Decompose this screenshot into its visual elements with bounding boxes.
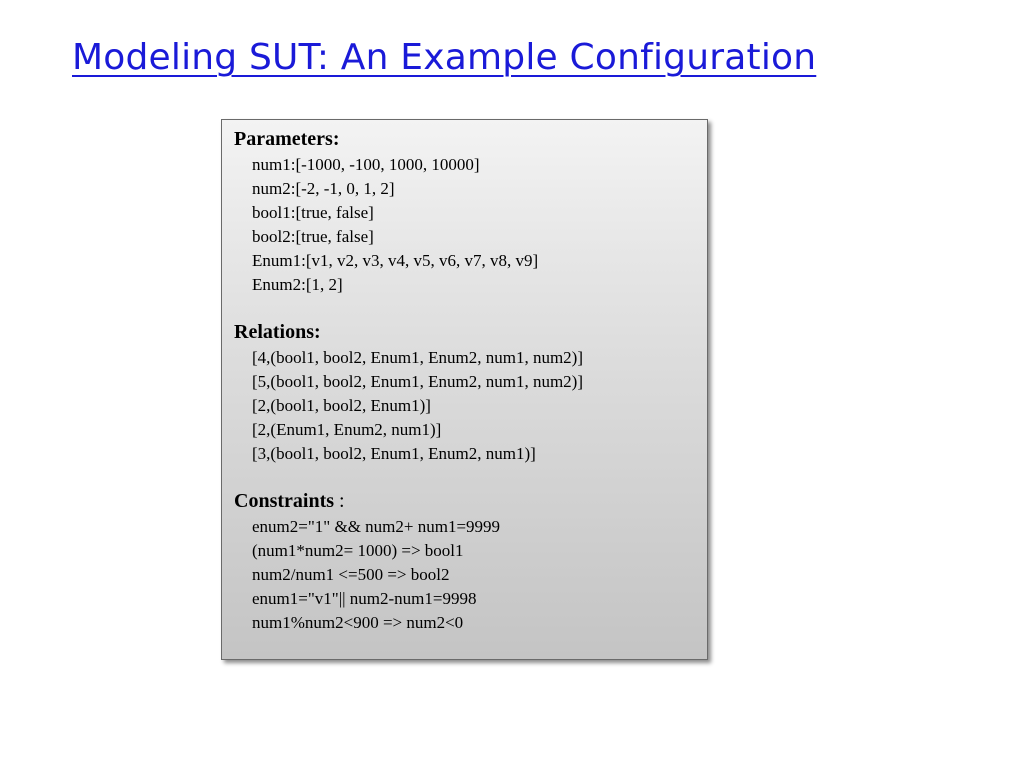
parameter-line: num1:[-1000, -100, 1000, 10000] [252, 155, 480, 174]
parameter-line: Enum1:[v1, v2, v3, v4, v5, v6, v7, v8, v9] [252, 251, 539, 270]
parameters-section [234, 125, 695, 297]
relation-line: [3,(bool1, bool2, Enum1, Enum2, num1)] [252, 444, 536, 463]
relations-section [234, 318, 695, 466]
constraints-heading [234, 487, 695, 515]
constraint-line: enum1="v1"|| num2-num1=9998 [252, 589, 477, 608]
parameter-line: num2:[-2, -1, 0, 1, 2] [252, 179, 395, 198]
parameters-heading [234, 125, 695, 153]
configuration-box [221, 119, 708, 660]
relation-line: [2,(Enum1, Enum2, num1)] [252, 420, 442, 439]
constraint-line: (num1*num2= 1000) => bool1 [252, 541, 464, 560]
relations-heading-label: Relations: [234, 321, 321, 343]
parameter-line: Enum2:[1, 2] [252, 275, 343, 294]
section-spacer [234, 466, 695, 487]
parameter-line: bool2:[true, false] [252, 227, 374, 246]
relation-line: [5,(bool1, bool2, Enum1, Enum2, num1, num2)] [252, 372, 584, 391]
constraint-line: num2/num1 <=500 => bool2 [252, 565, 450, 584]
relation-line: [2,(bool1, bool2, Enum1)] [252, 396, 431, 415]
relation-line: [4,(bool1, bool2, Enum1, Enum2, num1, num2)] [252, 348, 584, 367]
constraints-heading-suffix: : [334, 490, 345, 512]
constraint-line: enum2="1" && num2+ num1=9999 [252, 517, 501, 536]
relations-heading [234, 318, 695, 346]
constraint-line: num1%num2<900 => num2<0 [252, 613, 464, 632]
slide-title: Modeling SUT: An Example Configuration [72, 37, 817, 78]
parameter-line: bool1:[true, false] [252, 203, 374, 222]
constraints-section [234, 487, 695, 635]
parameters-heading-label: Parameters: [234, 128, 340, 150]
constraints-heading-label: Constraints [234, 490, 335, 512]
section-spacer [234, 297, 695, 318]
